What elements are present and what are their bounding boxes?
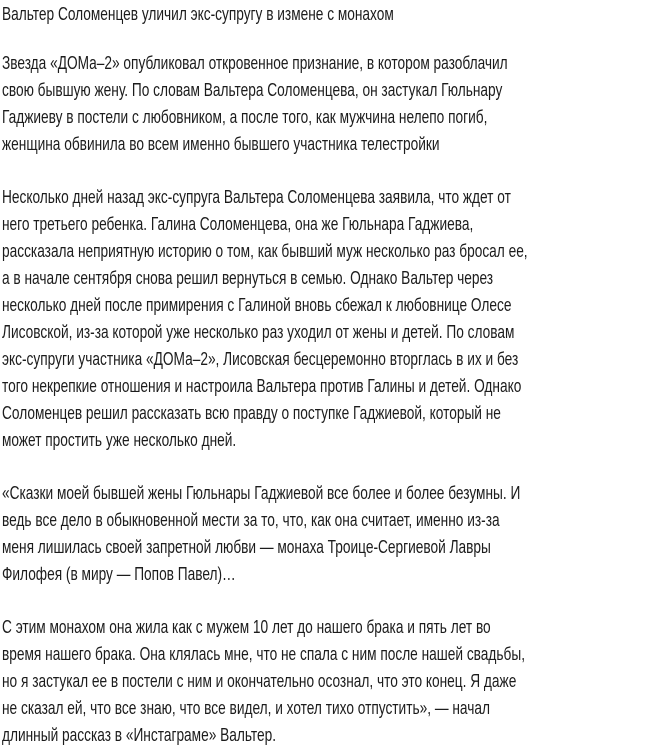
paragraph-line: Филофея (в миру — Попов Павел)… — [2, 563, 236, 584]
spacer — [2, 27, 668, 49]
paragraph-line: не сказал ей, что все знаю, что все видел, и хотел тихо отпустить», — начал — [2, 697, 490, 718]
paragraph-line: может простить уже несколько дней. — [2, 429, 237, 450]
paragraph-line: того некрепкие отношения и настроила Вальтера против Галины и детей. Однако — [2, 375, 522, 396]
paragraph-line: «Сказки моей бывшей жены Гюльнары Гаджиевой все более и более безумны. И — [2, 482, 521, 503]
article — [2, 0, 668, 748]
paragraph-line: ведь все дело в обыкновенной мести за то, что, как она считает, именно из-за — [2, 509, 500, 530]
paragraph-line: рассказала неприятную историю о том, как бывший муж несколько раз бросал ее, — [2, 240, 528, 261]
paragraph-2 — [2, 183, 668, 453]
paragraph-line: Соломенцев решил рассказать всю правду о поступке Гаджиевой, который не — [2, 402, 501, 423]
paragraph-4-quote — [2, 613, 668, 748]
spacer — [2, 453, 668, 479]
paragraph-line: Несколько дней назад экс-супруга Вальтера Соломенцева заявила, что ждет от — [2, 186, 511, 207]
paragraph-line: меня лишилась своей запретной любви — монаха Троице-Сергиевой Лавры — [2, 536, 491, 557]
paragraph-line: но я застукал ее в постели с ним и окончательно осознал, что это конец. Я даже — [2, 670, 517, 691]
paragraph-1 — [2, 49, 668, 157]
paragraph-line: время нашего брака. Она клялась мне, что не спала с ним после нашей свадьбы, — [2, 643, 526, 664]
spacer — [2, 587, 668, 613]
paragraph-line: С этим монахом она жила как с мужем 10 лет до нашего брака и пять лет во — [2, 616, 491, 637]
spacer — [2, 157, 668, 183]
paragraph-line: него третьего ребенка. Галина Соломенцева, она же Гюльнара Гаджиева, — [2, 213, 474, 234]
paragraph-line: Гаджиеву в постели с любовником, а после того, как мужчина нелепо погиб, — [2, 106, 488, 127]
paragraph-line: а в начале сентября снова решил вернуться в семью. Однако Вальтер через — [2, 267, 494, 288]
article-title: Вальтер Соломенцев уличил экс-супругу в измене с монахом — [2, 3, 394, 24]
paragraph-line: свою бывшую жену. По словам Вальтера Соломенцева, он застукал Гюльнару — [2, 79, 503, 100]
paragraph-3-quote — [2, 479, 668, 587]
paragraph-line: экс-супруги участника «ДОМа–2», Лисовская бесцеремонно вторглась в их и без — [2, 348, 519, 369]
paragraph-line: длинный рассказ в «Инстаграме» Вальтер. — [2, 724, 277, 745]
paragraph-line: Звезда «ДОМа–2» опубликовал откровенное признание, в котором разоблачил — [2, 52, 508, 73]
paragraph-line: несколько дней после примирения с Галиной вновь сбежал к любовнице Олесе — [2, 294, 512, 315]
paragraph-line: женщина обвинила во всем именно бывшего участника телестройки — [2, 133, 440, 154]
paragraph-line: Лисовской, из-за которой уже несколько раз уходил от жены и детей. По словам — [2, 321, 515, 342]
